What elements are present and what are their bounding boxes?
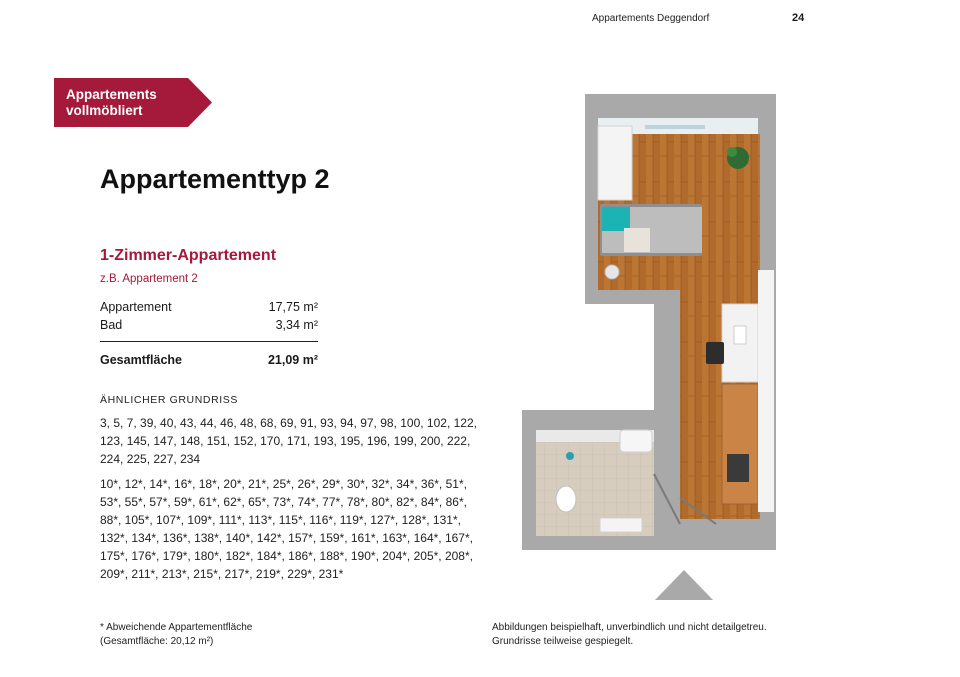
area-row-bath bbox=[100, 318, 318, 332]
footnote-line-1: * Abweichende Appartementfläche bbox=[100, 622, 253, 633]
total-label: Gesamtfläche bbox=[100, 353, 182, 367]
area-value: 17,75 m² bbox=[268, 300, 318, 314]
triangle-up-icon bbox=[655, 570, 713, 605]
ribbon-text bbox=[66, 87, 157, 119]
total-value: 21,09 m² bbox=[267, 353, 318, 367]
ribbon-line-2: vollmöbliert bbox=[66, 103, 143, 118]
area-label: Appartement bbox=[100, 300, 172, 314]
category-ribbon bbox=[54, 78, 212, 127]
disclaimer bbox=[492, 621, 767, 649]
similar-apartments-list: 3, 5, 7, 39, 40, 43, 44, 46, 48, 68, 69, 91, 93, 94, 97, 98, 100, 102, 122, 123, 145, 147, 148, 151, 152, 170, 171, 193, 195, 196, 199, 200, 222, 224, 225, 227, 234 bbox=[100, 416, 477, 466]
header-brand: Appartements Deggendorf bbox=[592, 13, 710, 24]
page-title: Appartementtyp 2 bbox=[100, 164, 330, 194]
footnote bbox=[100, 621, 252, 649]
apartment-subtitle: 1-Zimmer-Appartement bbox=[100, 247, 277, 264]
kitchenette bbox=[722, 384, 758, 504]
area-value: 3,34 m² bbox=[275, 318, 318, 332]
disclaimer-line-2: Grundrisse teilweise gespiegelt. bbox=[492, 636, 634, 647]
similar-apartments-deviating-list: 10*, 12*, 14*, 16*, 18*, 20*, 21*, 25*, 26*, 29*, 30*, 32*, 34*, 36*, 51*, 53*, 55*, 57*, 59*, 61*, 62*, 65*, 73*, 74*, 77*, 78*, 80*, 82*, 84*, 86*, 88*, 105*, 107*, 109*, 111*, 113*, 115*, 116*, 119*, 127*, 128*, 131*, 132*, 134*, 136*, 138*, 140*, 142*, 157*, 159*, 161*, 163*, 164*, 167*, 175*, 176*, 179*, 180*, 182*, 184*, 186*, 188*, 190*, 204*, 205*, 208*, 209*, 211*, 213*, 215*, 217*, 219*, 229*, 231* bbox=[100, 477, 473, 581]
wardrobe bbox=[598, 126, 632, 200]
example-apartment: z.B. Appartement 2 bbox=[100, 273, 198, 285]
area-label: Bad bbox=[100, 318, 123, 332]
ribbon-line-1: Appartements bbox=[66, 87, 157, 102]
chair bbox=[706, 342, 724, 364]
floorplan-image bbox=[520, 94, 778, 552]
footnote-line-2: (Gesamtfläche: 20,12 m²) bbox=[100, 636, 214, 647]
similar-floorplan-heading: ÄHNLICHER GRUNDRISS bbox=[100, 394, 238, 406]
page-number: 24 bbox=[792, 12, 805, 24]
disclaimer-line-1: Abbildungen beispielhaft, unverbindlich und nicht detailgetreu. bbox=[492, 622, 767, 633]
table-divider bbox=[100, 341, 318, 342]
area-row-apartment bbox=[100, 300, 318, 314]
total-area-row bbox=[100, 353, 318, 367]
